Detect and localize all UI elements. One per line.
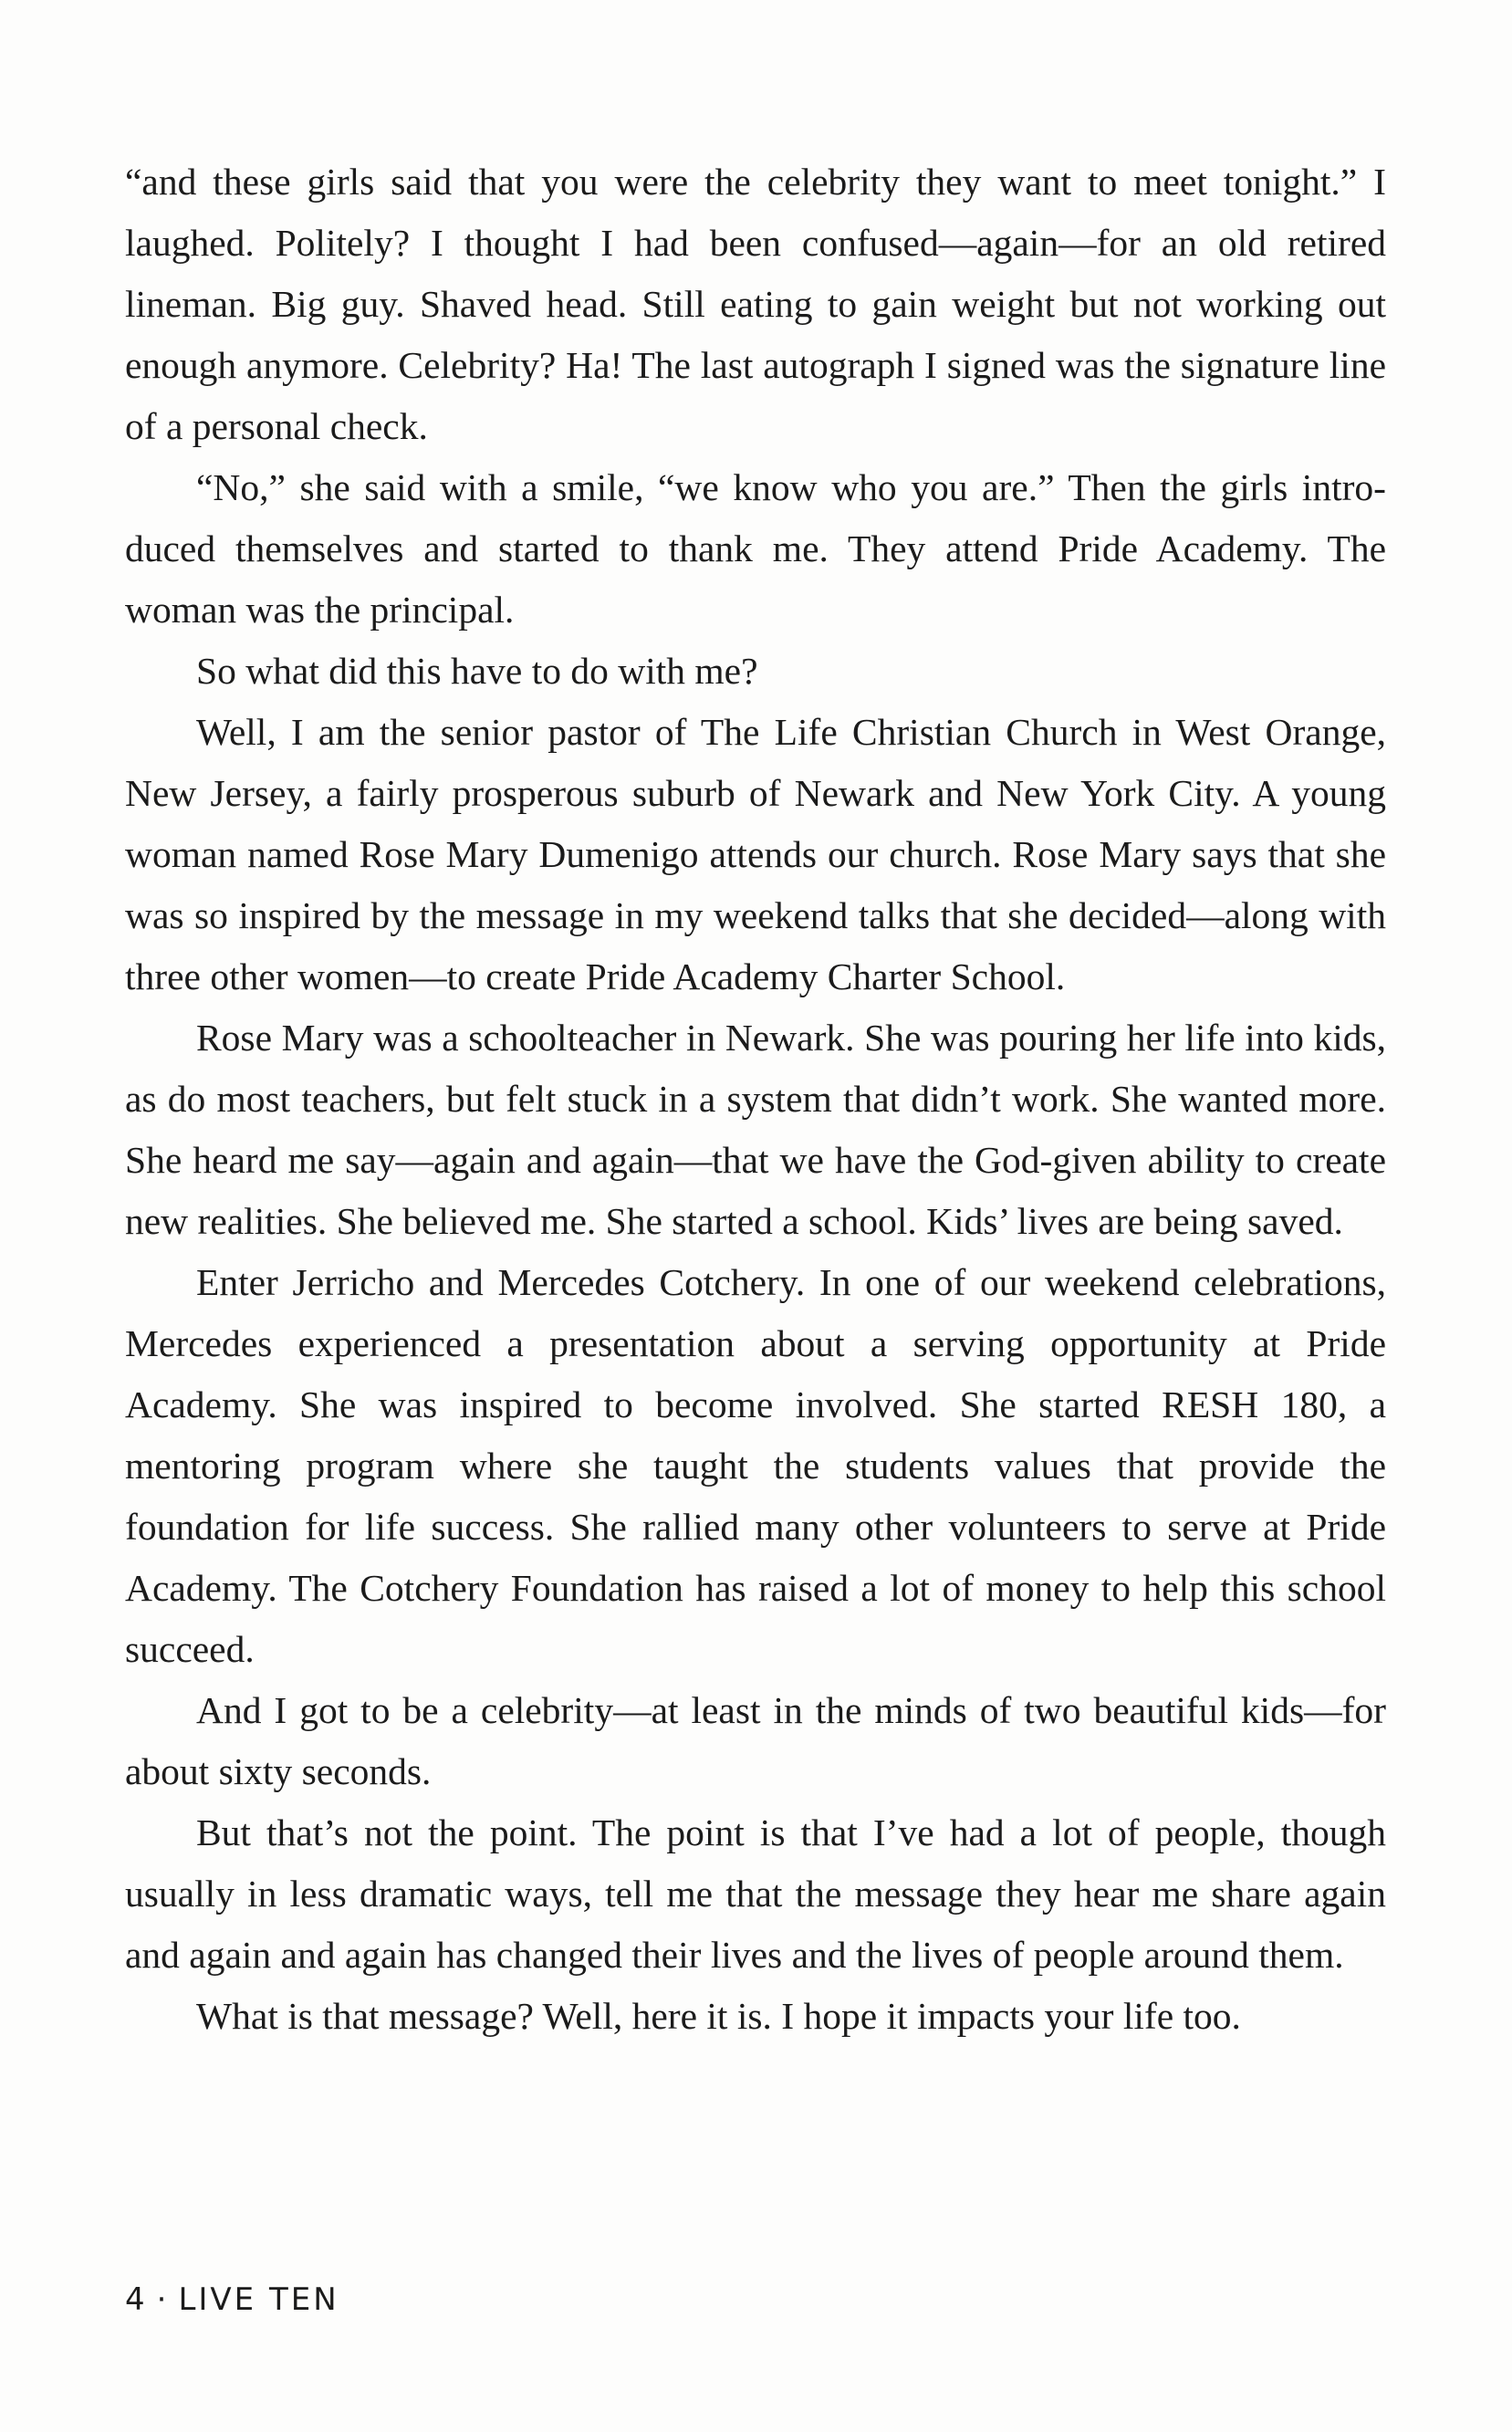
body-text — [125, 151, 1386, 2047]
paragraph-2: “No,” she said with a smile, “we know who you are.” Then the girls introduced themselves and started to thank me. They attend Pride Academy. The woman was the principal. — [125, 466, 1386, 631]
page-number: 4 — [125, 2281, 148, 2318]
paragraph-3: So what did this have to do with me? — [196, 650, 758, 692]
paragraph-9: What is that message? Well, here it is. I hope it impacts your life too. — [196, 1995, 1241, 2037]
paragraph-6: Enter Jerricho and Mercedes Cotchery. In one of our weekend celebrations, Mercedes experienced a presentation about a serving opportunity at Pride Academy. She was inspired to become involved. She started RESH 180, a mentoring program where she taught the students values that provide the foundation for life success. She rallied many other volunteers to serve at Pride Academy. The Cotchery Foundation has raised a lot of money to help this school succeed. — [125, 1261, 1386, 1670]
paragraph-5: Rose Mary was a schoolteacher in Newark. She was pouring her life into kids, as do most teachers, but felt stuck in a system that didn’t work. She wanted more. She heard me say—again and again—that we have the God-given ability to create new realities. She believed me. She started a school. Kids’ lives are being saved. — [125, 1017, 1386, 1242]
page-footer — [125, 2278, 339, 2322]
paragraph-8: But that’s not the point. The point is that I’ve had a lot of people, though usually in less dramatic ways, tell me that the message they hear me share again and again and again has changed their lives and the lives of people around them. — [125, 1811, 1386, 1976]
running-title: LIVE TEN — [178, 2281, 339, 2318]
footer-separator: · — [156, 2281, 170, 2318]
paragraph-7: And I got to be a celebrity—at least in the minds of two beautiful kids—for about sixty seconds. — [125, 1689, 1386, 1792]
paragraph-4: Well, I am the senior pastor of The Life Christian Church in West Orange, New Jersey, a fairly prosperous suburb of Newark and New York City. A young woman named Rose Mary Dumenigo attends our church. Rose Mary says that she was so inspired by the message in my weekend talks that she decided—along with three other women—to create Pride Academy Charter School. — [125, 711, 1386, 997]
paragraph-1: “and these girls said that you were the celebrity they want to meet tonight.” I laughed. Politely? I thought I had been confused—again—for an old retired lineman. Big guy. Shaved head. Still eating to gain weight but not working out enough anymore. Celebrity? Ha! The last autograph I signed was the signature line of a personal check. — [125, 161, 1386, 447]
